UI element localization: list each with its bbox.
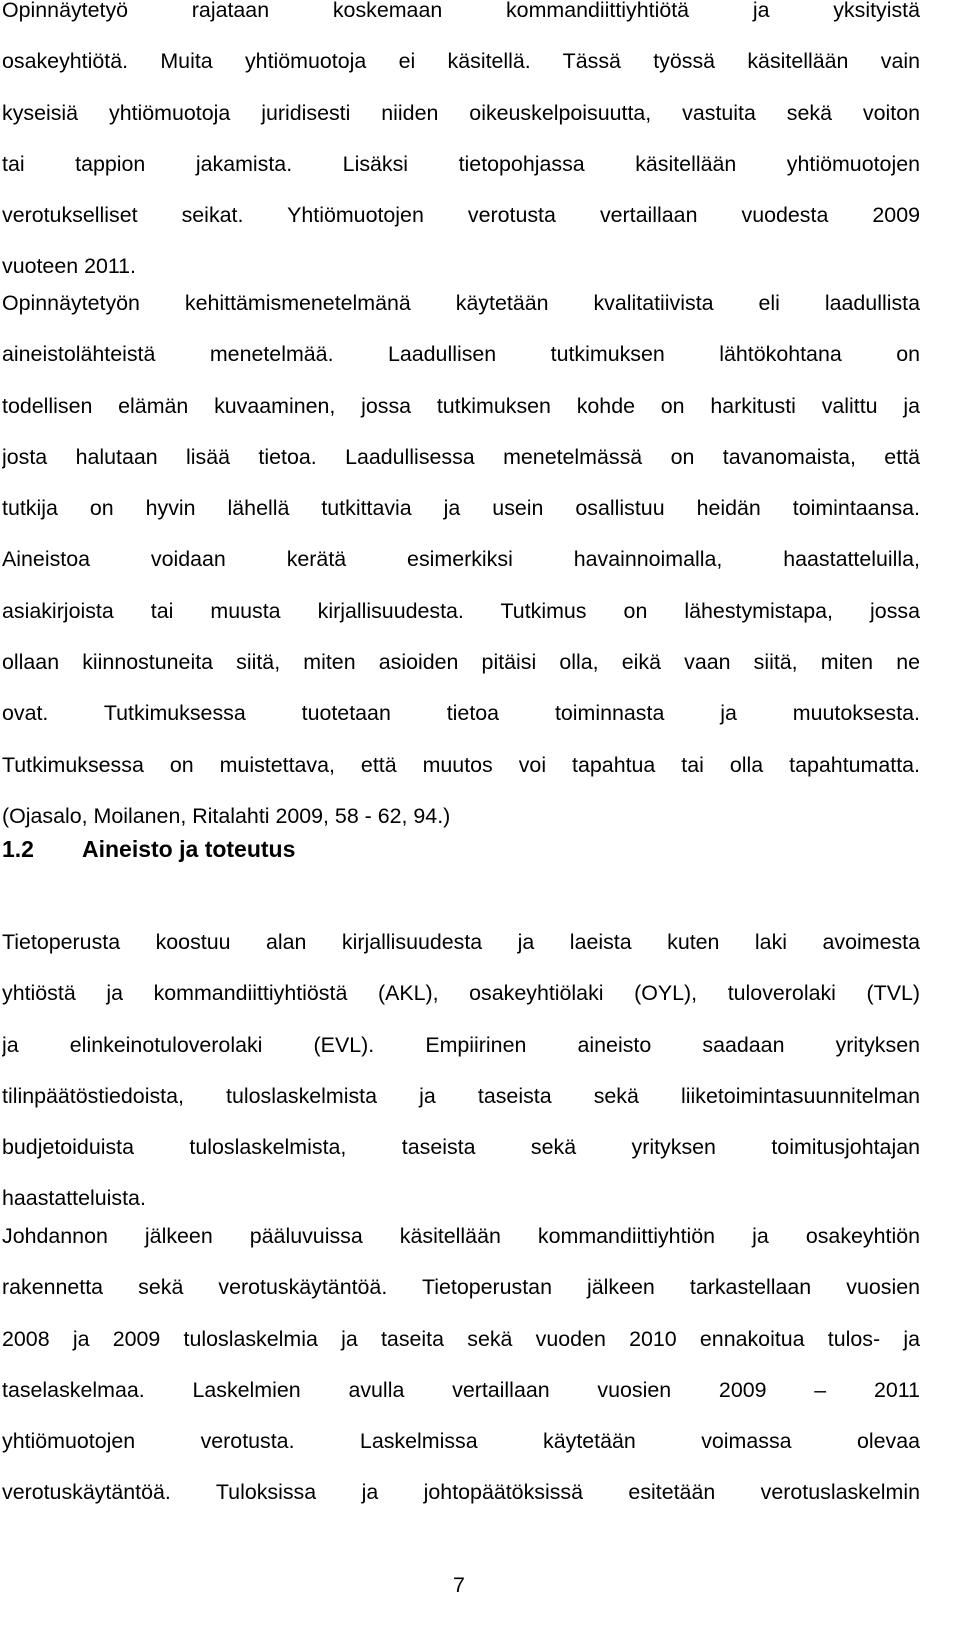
paragraph-line: Opinnäytetyö rajataan koskemaan kommandiittiyhtiötä ja yksityistä	[2, 0, 920, 22]
section-heading	[2, 833, 602, 865]
paragraph-line: Aineistoa voidaan kerätä esimerkiksi havainnoimalla, haastatteluilla,	[2, 547, 920, 572]
paragraph-line: asiakirjoista tai muusta kirjallisuudesta. Tutkimus on lähestymistapa, jossa	[2, 598, 920, 623]
paragraph-line: verotukselliset seikat. Yhtiömuotojen verotusta vertaillaan vuodesta 2009	[2, 203, 920, 228]
paragraph-methodology	[2, 290, 920, 854]
paragraph-materials	[2, 929, 920, 1237]
paragraph-line: taselaskelmaa. Laskelmien avulla vertaillaan vuosien 2009 – 2011	[2, 1377, 920, 1402]
paragraph-line: Opinnäytetyön kehittämismenetelmänä käytetään kvalitatiivista eli laadullista	[2, 291, 920, 315]
section-title: Aineisto ja toteutus	[82, 836, 296, 862]
paragraph-line: haastatteluista.	[2, 1186, 146, 1211]
paragraph-line: josta halutaan lisää tietoa. Laadullisessa menetelmässä on tavanomaista, että	[2, 444, 920, 469]
paragraph-line: ja elinkeinotuloverolaki (EVL). Empiirinen aineisto saadaan yrityksen	[2, 1032, 920, 1057]
paragraph-line: tutkija on hyvin lähellä tutkittavia ja usein osallistuu heidän toimintaansa.	[2, 496, 920, 521]
paragraph-line: vuoteen 2011.	[2, 254, 137, 279]
paragraph-line: tai tappion jakamista. Lisäksi tietopohjassa käsitellään yhtiömuotojen	[2, 151, 920, 176]
paragraph-line: tilinpäätöstiedoista, tuloslaskelmista ja taseista sekä liiketoimintasuunnitelman	[2, 1083, 920, 1108]
section-number: 1.2	[2, 836, 34, 862]
paragraph-line: kyseisiä yhtiömuotoja juridisesti niiden oikeuskelpoisuutta, vastuita sekä voiton	[2, 100, 920, 125]
paragraph-line: todellisen elämän kuvaaminen, jossa tutkimuksen kohde on harkitusti valittu ja	[2, 393, 920, 418]
paragraph-line: Tutkimuksessa on muistettava, että muutos voi tapahtua tai olla tapahtumatta.	[2, 752, 920, 777]
page-number: 7	[453, 1573, 465, 1597]
paragraph-line: ollaan kiinnostuneita siitä, miten asioiden pitäisi olla, eikä vaan siitä, miten ne	[2, 650, 920, 675]
paragraph-line: yhtiömuotojen verotusta. Laskelmissa käytetään voimassa olevaa	[2, 1429, 920, 1454]
paragraph-line: aineistolähteistä menetelmää. Laadullisen tutkimuksen lähtökohtana on	[2, 342, 920, 367]
paragraph-line: budjetoiduista tuloslaskelmista, taseista sekä yrityksen toimitusjohtajan	[2, 1135, 920, 1160]
paragraph-line: osakeyhtiötä. Muita yhtiömuotoja ei käsitellä. Tässä työssä käsitellään vain	[2, 49, 920, 74]
paragraph-line: (Ojasalo, Moilanen, Ritalahti 2009, 58 - 62, 94.)	[2, 803, 451, 828]
paragraph-line: Tietoperusta koostuu alan kirjallisuudesta ja laeista kuten laki avoimesta	[2, 930, 920, 954]
paragraph-line: Johdannon jälkeen pääluvuissa käsitellään kommandiittiyhtiön ja osakeyhtiön	[2, 1224, 920, 1248]
paragraph-line: ovat. Tutkimuksessa tuotetaan tietoa toiminnasta ja muutoksesta.	[2, 701, 920, 726]
paragraph-structure	[2, 1223, 920, 1531]
paragraph-line: 2008 ja 2009 tuloslaskelmia ja taseita sekä vuoden 2010 ennakoitua tulos- ja	[2, 1326, 920, 1351]
paragraph-line: verotuskäytäntöä. Tuloksissa ja johtopäätöksissä esitetään verotuslaskelmin	[2, 1480, 920, 1505]
paragraph-scope	[2, 0, 920, 305]
paragraph-line: yhtiöstä ja kommandiittiyhtiöstä (AKL), osakeyhtiölaki (OYL), tuloverolaki (TVL)	[2, 981, 920, 1006]
paragraph-line: rakennetta sekä verotuskäytäntöä. Tietoperustan jälkeen tarkastellaan vuosien	[2, 1275, 920, 1300]
